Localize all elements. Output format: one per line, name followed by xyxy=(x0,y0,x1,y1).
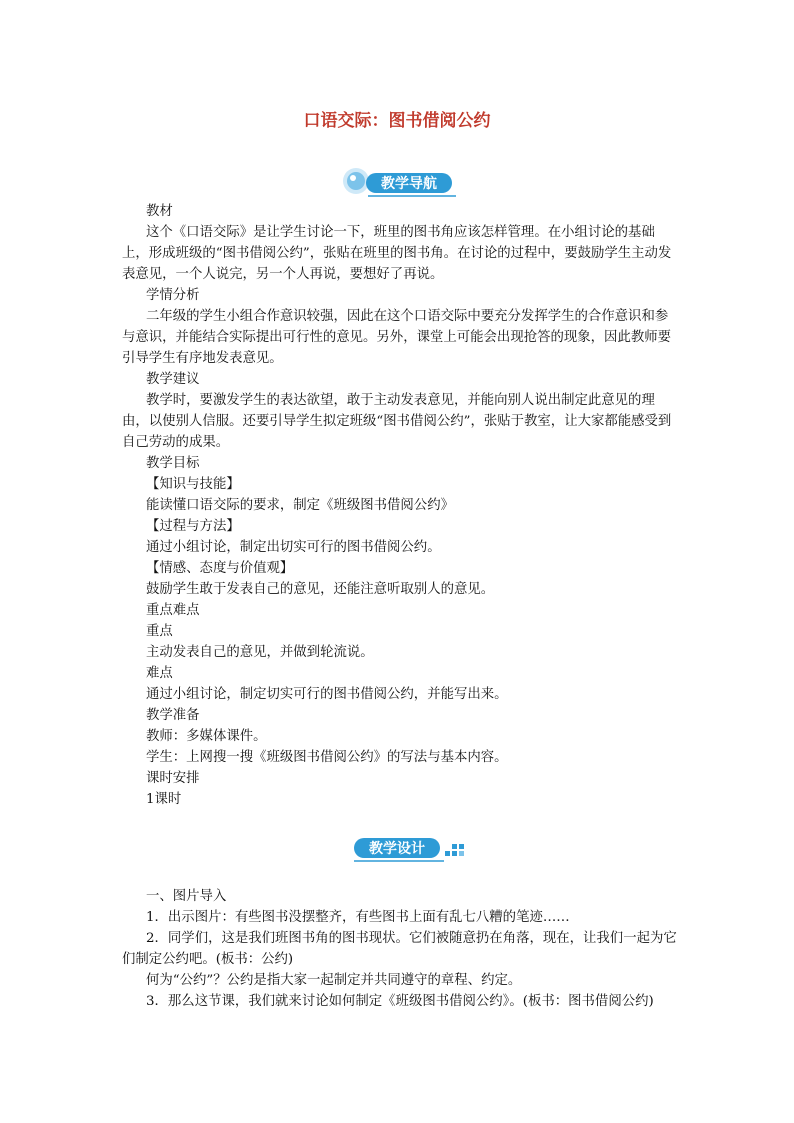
teaching-design-badge-graphic xyxy=(352,832,472,864)
section-heading: 鼓励学生敢于发表自己的意见，还能注意听取别人的意见。 xyxy=(146,582,495,597)
teaching-nav-badge-graphic xyxy=(340,164,460,200)
section-heading: 学生：上网搜一搜《班级图书借阅公约》的写法与基本内容。 xyxy=(146,750,508,765)
paragraph: 1．出示图片：有些图书没摆整齐，有些图书上面有乱七八糟的笔迹…… xyxy=(146,910,570,925)
section-heading: 教学准备 xyxy=(146,708,200,723)
section-heading: 【情感、态度与价值观】 xyxy=(146,561,294,576)
paragraph: 这个《口语交际》是让学生讨论一下，班里的图书角应该怎样管理。在小组讨论的基础上，形成班级的“图书借阅公约”，张贴在班里的图书角。在讨论的过程中，要鼓励学生主动发表意见，一个人说完，另一个人再说，要想好了再说。 xyxy=(122,225,672,282)
paragraph: 教学时，要激发学生的表达欲望，敢于主动发表意见，并能向别人说出制定此意见的理由，以使别人信服。还要引导学生拟定班级“图书借阅公约”，张贴于教室，让大家都能感受到自己劳动的成果。 xyxy=(122,393,672,450)
section-heading: 主动发表自己的意见，并做到轮流说。 xyxy=(146,645,374,660)
section-heading: 教师：多媒体课件。 xyxy=(146,729,267,744)
section-heading: 一、图片导入 xyxy=(146,889,227,904)
section-heading: 重点难点 xyxy=(146,603,200,618)
section-heading: 教学目标 xyxy=(146,456,200,471)
section-heading: 【过程与方法】 xyxy=(146,519,240,534)
section-heading: 课时安排 xyxy=(146,771,200,786)
paragraph: 何为“公约”？公约是指大家一起制定并共同遵守的章程、约定。 xyxy=(146,973,522,988)
section-heading: 难点 xyxy=(146,666,173,681)
teaching-nav-badge xyxy=(340,164,460,200)
paragraph: 2．同学们，这是我们班图书角的图书现状。它们被随意扔在角落，现在，让我们一起为它们制定公约吧。(板书：公约) xyxy=(122,931,677,967)
paragraph: 3．那么这节课，我们就来讨论如何制定《班级图书借阅公约》。(板书：图书借阅公约) xyxy=(146,994,654,1009)
page-title: 口语交际：图书借阅公约 xyxy=(303,111,491,131)
section-heading: 能读懂口语交际的要求，制定《班级图书借阅公约》 xyxy=(146,498,454,513)
section-heading: 通过小组讨论，制定切实可行的图书借阅公约，并能写出来。 xyxy=(146,687,508,702)
section-heading: 学情分析 xyxy=(146,288,200,303)
section-design xyxy=(122,886,678,1012)
section-heading: 教学建议 xyxy=(146,372,200,387)
section-overview xyxy=(122,201,678,810)
section-heading: 教材 xyxy=(146,204,173,219)
section-heading: 通过小组讨论，制定出切实可行的图书借阅公约。 xyxy=(146,540,441,555)
paragraph: 二年级的学生小组合作意识较强，因此在这个口语交际中要充分发挥学生的合作意识和参与意识，并能结合实际提出可行性的意见。另外，课堂上可能会出现抢答的现象，因此教师要引导学生有序地发表意见。 xyxy=(122,309,672,366)
teaching-design-badge xyxy=(352,832,472,864)
section-heading: 【知识与技能】 xyxy=(146,477,240,492)
teaching-design-badge-text: 教学设计 xyxy=(369,841,425,857)
section-heading: 重点 xyxy=(146,624,173,639)
section-heading: 1课时 xyxy=(146,792,182,807)
teaching-nav-badge-text: 教学导航 xyxy=(381,176,437,192)
